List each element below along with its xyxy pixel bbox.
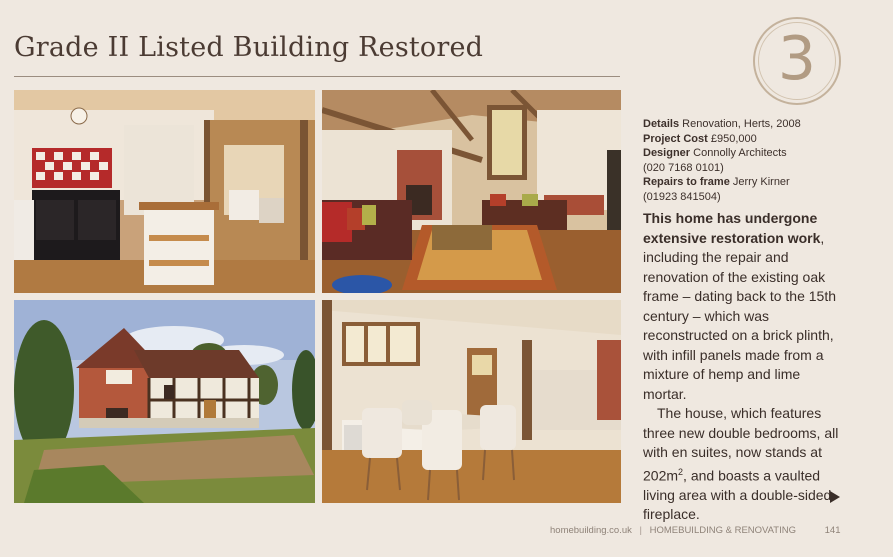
page-number: 141 [824, 525, 841, 536]
footer-site: homebuilding.co.uk [550, 525, 632, 536]
designer-row [643, 146, 873, 161]
designer-value: Connolly Architects [693, 147, 787, 159]
paragraph-1-text: , including the repair and renovation of the existing oak frame – dating back to the 15th century – which was reconstructed on a brick plinth, with infill panels made from a mixture of hemp and lime mortar. [643, 229, 837, 402]
frame-phone: (01923 841504) [643, 190, 721, 203]
footer-separator: | [639, 525, 642, 536]
paragraph-1 [643, 209, 839, 404]
cost-row [643, 132, 873, 147]
frame-label: Repairs to frame [643, 176, 730, 188]
frame-value: Jerry Kirner [732, 176, 790, 188]
exterior-photo [14, 300, 315, 503]
details-row [643, 117, 873, 132]
page-footer [550, 525, 841, 536]
dining-photo [322, 300, 621, 503]
article-body [643, 209, 839, 525]
title-divider [14, 76, 620, 77]
frame-row [643, 175, 873, 190]
cost-value: £950,000 [710, 132, 757, 145]
superscript-2: 2 [678, 466, 684, 477]
project-details [643, 117, 873, 204]
paragraph-2-text-a: The house, which features three new double bedrooms, all with en suites, now stands at 202m [643, 405, 839, 484]
kitchen-photo [14, 90, 315, 293]
number-badge [753, 17, 841, 105]
paragraph-2 [643, 404, 839, 525]
footer-magazine: HOMEBUILDING & RENOVATING [649, 525, 796, 536]
paragraph-2-text-b: , and boasts a vaulted living area with a double-sided fireplace. [643, 467, 832, 523]
cost-label: Project Cost [643, 132, 708, 145]
lead-text: This home has undergone extensive restoration work [643, 210, 821, 246]
badge-number: 3 [758, 22, 836, 100]
triangle-right-icon [830, 491, 840, 503]
page-title: Grade II Listed Building Restored [14, 32, 484, 63]
details-label: Details [643, 118, 680, 130]
living-room-photo [322, 90, 621, 293]
designer-label: Designer [643, 147, 691, 159]
details-value: Renovation, Herts, 2008 [682, 118, 801, 130]
designer-phone: (020 7168 0101) [643, 161, 724, 174]
